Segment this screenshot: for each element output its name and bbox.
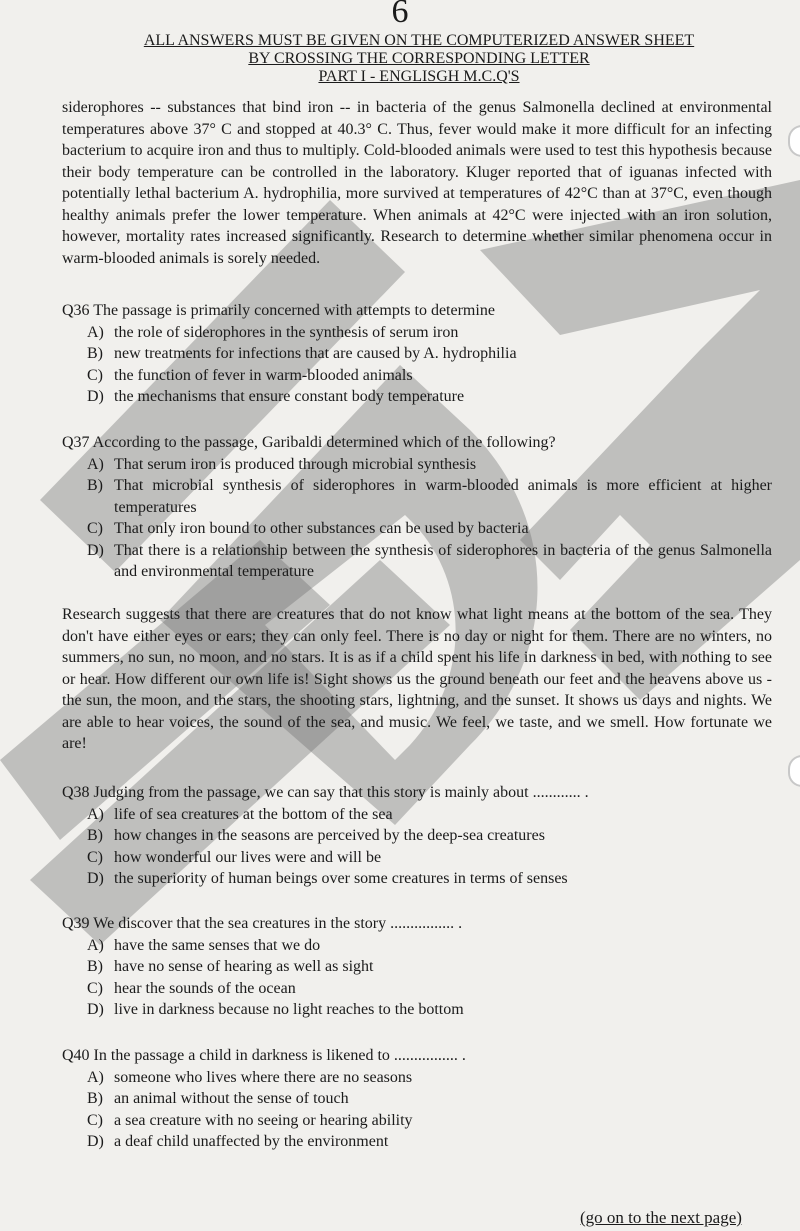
option-d — [62, 540, 772, 583]
option-text: a deaf child unaffected by the environment — [114, 1133, 389, 1150]
reading-passage-2: Research suggests that there are creatures that do not know what light means at the bottom of the sea. They don't have either eyes or ears; they can only feel. There is no day or night for them. There are no winters, no summers, no sun, no moon, and no stars. It is as if a child spent his life in darkness in bed, with nothing to see or hear. How different our own life is! Sight shows us the ground beneath our feet and the heavens above us - the sun, the moon, and the stars, the shooting stars, lightning, and the sunset. It shows us days and nights. We are able to hear voices, the sound of the sea, and music. We feel, we taste, and we smell. How fortunate we are! — [62, 606, 772, 752]
option-label: A) — [87, 455, 104, 473]
option-text: hear the sounds of the ocean — [114, 979, 296, 997]
option-text: the function of fever in warm-blooded animals — [114, 366, 413, 384]
option-b — [62, 343, 772, 365]
option-d — [62, 999, 772, 1021]
option-c — [62, 847, 772, 869]
instructions-line-2: BY CROSSING THE CORRESPONDING LETTER — [248, 50, 590, 67]
section-title: PART I - ENGLISGH M.C.Q'S — [318, 68, 520, 85]
option-text: the role of siderophores in the synthesis of serum iron — [114, 323, 459, 341]
option-label: B) — [87, 345, 103, 362]
option-text: That there is a relationship between the synthesis of siderophores in bacteria of the genus Salmonella and environmental temperature — [114, 541, 772, 580]
option-text: the mechanisms that ensure constant body temperature — [114, 388, 465, 405]
option-label: D) — [87, 1133, 104, 1150]
option-text: live in darkness because no light reaches to the bottom — [114, 1001, 464, 1018]
instructions-line-1: ALL ANSWERS MUST BE GIVEN ON THE COMPUTERIZED ANSWER SHEET — [143, 32, 695, 49]
option-text: have no sense of hearing as well as sight — [114, 958, 374, 975]
option-c — [62, 365, 772, 387]
page-number: 6 — [391, 0, 409, 30]
question-37 — [62, 432, 772, 583]
option-label: B) — [87, 827, 103, 844]
option-c — [62, 1110, 772, 1132]
option-text: how wonderful our lives were and will be — [114, 848, 382, 866]
question-stem: Q39 We discover that the sea creatures in the story ................ . — [62, 915, 463, 932]
option-label: C) — [87, 979, 103, 997]
option-text: That microbial synthesis of siderophores in warm-blooded animals is more efficient at higher temperatures — [114, 477, 772, 516]
option-d — [62, 868, 772, 890]
option-b — [62, 825, 772, 847]
option-label: B) — [87, 1090, 103, 1107]
option-text: the superiority of human beings over some creatures in terms of senses — [114, 870, 568, 887]
option-d — [62, 386, 772, 408]
option-label: C) — [87, 366, 103, 384]
option-b — [62, 1088, 772, 1110]
option-text: an animal without the sense of touch — [114, 1090, 349, 1107]
option-text: have the same senses that we do — [114, 936, 321, 954]
question-38 — [62, 782, 772, 890]
option-label: D) — [87, 870, 104, 887]
option-text: new treatments for infections that are caused by A. hydrophilia — [114, 345, 517, 362]
option-label: C) — [87, 520, 103, 537]
option-text: That only iron bound to other substances can be used by bacteria — [114, 520, 529, 537]
option-label: C) — [87, 1111, 103, 1129]
option-label: A) — [87, 805, 104, 823]
option-a — [62, 322, 772, 344]
option-label: A) — [87, 936, 104, 954]
option-text: how changes in the seasons are perceived by the deep-sea creatures — [114, 827, 545, 844]
option-label: D) — [87, 388, 104, 405]
option-label: D) — [87, 1001, 104, 1018]
reading-passage-1: siderophores -- substances that bind iron -- in bacteria of the genus Salmonella declined at environmental temperatures above 37° C and stopped at 40.3° C. Thus, fever would make it more difficult for an infecting bacterium to acquire iron and thus to multiply. Cold-blooded animals were used to test this hypothesis because their body temperature can be controlled in the laboratory. Kluger reported that of iguanas infected with potentially lethal bacterium A. hydrophilia, more survived at temperatures of 42°C than at 37°C, even though healthy animals prefer the lower temperature. When animals at 42°C were injected with an iron solution, however, mortality rates increased significantly. Research to determine whether similar phenomena occur in warm-blooded animals is sorely needed. — [62, 99, 772, 267]
option-label: A) — [87, 323, 104, 341]
next-page-note: (go on to the next page) — [580, 1208, 742, 1227]
option-label: B) — [87, 958, 103, 975]
question-40 — [62, 1045, 772, 1153]
option-a — [62, 804, 772, 826]
option-c — [62, 978, 772, 1000]
question-stem: Q38 Judging from the passage, we can say that this story is mainly about ............ . — [62, 784, 589, 801]
question-39 — [62, 913, 772, 1021]
question-stem: Q37 According to the passage, Garibaldi determined which of the following? — [62, 434, 556, 451]
option-label: B) — [87, 477, 103, 494]
option-a — [62, 454, 772, 476]
option-text: someone who lives where there are no seasons — [114, 1068, 413, 1086]
option-label: C) — [87, 848, 103, 866]
option-b — [62, 956, 772, 978]
option-a — [62, 1067, 772, 1089]
option-b — [62, 475, 772, 518]
option-c — [62, 518, 772, 540]
question-stem: Q40 In the passage a child in darkness is likened to ................ . — [62, 1047, 466, 1064]
question-stem: Q36 The passage is primarily concerned with attempts to determine — [62, 302, 495, 319]
option-d — [62, 1131, 772, 1153]
option-label: D) — [87, 541, 104, 559]
option-text: a sea creature with no seeing or hearing ability — [114, 1111, 413, 1129]
option-a — [62, 935, 772, 957]
question-36 — [62, 300, 772, 408]
option-text: That serum iron is produced through microbial synthesis — [114, 455, 477, 473]
option-text: life of sea creatures at the bottom of the sea — [114, 805, 393, 823]
option-label: A) — [87, 1068, 104, 1086]
